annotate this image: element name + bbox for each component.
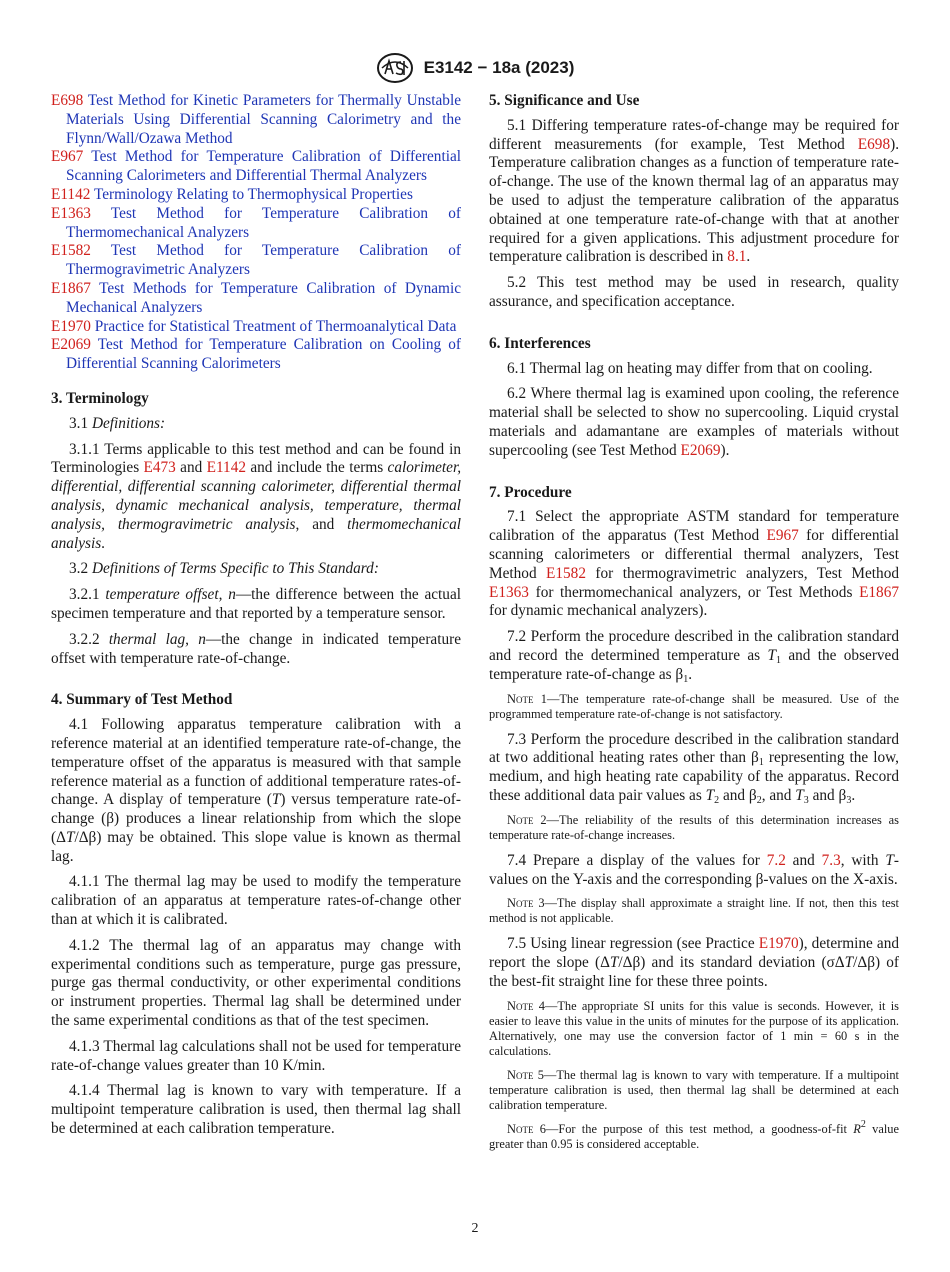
- note-1: Note 1—The temperature rate-of-change shall be measured. Use of the programmed temperature rate-of-change is not satisfactory.: [489, 691, 899, 721]
- reference-link[interactable]: E1970: [51, 317, 91, 335]
- reference-title[interactable]: Practice for Statistical Treatment of Thermoanalytical Data: [94, 317, 457, 335]
- left-column: [51, 92, 461, 1146]
- reference-title[interactable]: Test Method for Temperature Calibration of Thermogravimetric Analyzers: [66, 242, 461, 279]
- reference-link[interactable]: E1867: [51, 279, 91, 297]
- reference-item: [51, 205, 461, 243]
- reference-title[interactable]: Test Method for Kinetic Parameters for Thermally Unstable Materials Using Differential Scanning Calorimetry and the Flynn/Wall/Ozawa Method: [66, 92, 461, 147]
- note-3: Note 3—The display shall approximate a straight line. If not, then this test method is not applicable.: [489, 896, 899, 926]
- xref-link[interactable]: E473: [143, 459, 176, 477]
- paragraph-4-1-2: 4.1.2 The thermal lag of an apparatus may change with experimental conditions such as temperature, purge gas pressure, purge gas thermal conductivity, or other experimental conditions or instrument properties. Thermal lag shall be determined under the same experimental conditions as that of the test specimen.: [51, 936, 461, 1030]
- xref-link[interactable]: E2069: [680, 441, 721, 459]
- reference-item: [51, 280, 461, 318]
- section-3-heading: 3. Terminology: [51, 389, 149, 407]
- xref-link[interactable]: E1970: [758, 935, 799, 953]
- reference-link[interactable]: E967: [51, 148, 84, 166]
- reference-title[interactable]: Test Method for Temperature Calibration of Thermomechanical Analyzers: [66, 204, 461, 241]
- xref-link[interactable]: E1142: [206, 459, 246, 477]
- note-2: Note 2—The reliability of the results of this determination increases as temperature rate-of-change increases.: [489, 812, 899, 842]
- reference-title[interactable]: Test Method for Temperature Calibration on Cooling of Differential Scanning Calorimeters: [66, 336, 461, 373]
- paragraph-4-1-1: 4.1.1 The thermal lag may be used to modify the temperature calibration of an apparatus at temperature rates-of-change other than at which it is calibrated.: [51, 873, 461, 929]
- xref-link[interactable]: E1582: [546, 564, 586, 582]
- document-designation: E3142 − 18a (2023): [423, 58, 575, 77]
- note-5: Note 5—The thermal lag is known to vary with temperature. If a multipoint temperature calibration is used, then thermal lag shall be determined at each calibration temperature.: [489, 1067, 899, 1112]
- paragraph-7-4: 7.4 Prepare a display of the values for 7.2 and 7.3, with T-values on the Y-axis and the corresponding β-values on the X-axis.: [489, 851, 900, 888]
- reference-title[interactable]: Test Method for Temperature Calibration of Differential Scanning Calorimeters and Differential Thermal Analyzers: [66, 148, 461, 185]
- paragraph-3-2: 3.2 Definitions of Terms Specific to This Standard:: [69, 560, 379, 578]
- reference-link[interactable]: E1363: [51, 204, 91, 222]
- paragraph-6-1: 6.1 Thermal lag on heating may differ from that on cooling.: [507, 359, 873, 377]
- reference-link[interactable]: E1142: [51, 185, 91, 203]
- paragraph-6-2: 6.2 Where thermal lag is examined upon cooling, the reference material shall be selected to show no supercooling. Liquid crystal materials and adamantane are examples of materials without supercooling (see Test Method E2069).: [489, 385, 899, 459]
- paragraph-7-2: 7.2 Perform the procedure described in the calibration standard and record the determined temperature as $T_1$ and the observed temperature rate-of-change as $\beta_1$.: [489, 628, 899, 685]
- page-number: 2: [471, 1221, 479, 1236]
- paragraph-7-5: 7.5 Using linear regression (see Practice E1970), determine and report the slope (ΔT/Δβ) and its standard deviation (σΔT/Δβ) of the best-fit straight line for these three points.: [489, 935, 900, 990]
- paragraph-4-1: 4.1 Following apparatus temperature calibration with a reference material at an identified temperature rate-of-change, the temperature offset of the apparatus is measured with that sample reference material as a function of additional temperature rates-of-change. A display of temperature (T) versus temperature rate-of-change (β) produces a linear relationship from which the slope (ΔT/Δβ) may be obtained. This slope value is known as thermal lag.: [51, 716, 461, 865]
- section-7-heading: 7. Procedure: [489, 483, 572, 501]
- paragraph-5-2: 5.2 This test method may be used in research, quality assurance, and specification acceptance.: [489, 274, 899, 310]
- reference-item: [51, 92, 461, 148]
- reference-title[interactable]: Test Methods for Temperature Calibration of Dynamic Mechanical Analyzers: [66, 279, 461, 316]
- reference-link[interactable]: E1582: [51, 242, 91, 260]
- note-6: Note 6—For the purpose of this test method, a goodness-of-fit $R^2$ value greater than 0.95 is considered acceptable.: [489, 1118, 899, 1151]
- xref-link[interactable]: E698: [857, 135, 891, 153]
- reference-title[interactable]: Terminology Relating to Thermophysical Properties: [93, 185, 413, 203]
- paragraph-5-1: 5.1 Differing temperature rates-of-change may be required for different measurements (for example, Test Method E698). Temperature calibration changes as a function of temperature rate-of-change. The use of the known thermal lag of an apparatus may be used to adjust the temperature calibration of the apparatus obtained at one temperature rate-of-change with that at another required for a given applications. This adjustment procedure for temperature calibration is described in 8.1.: [489, 116, 900, 266]
- reference-link[interactable]: E698: [51, 92, 84, 109]
- xref-link[interactable]: E967: [766, 527, 799, 545]
- paragraph-3-1: 3.1 Definitions:: [69, 414, 166, 432]
- reference-link[interactable]: E2069: [51, 336, 91, 354]
- paragraph-3-2-1: 3.2.1 temperature offset, n—the difference between the actual specimen temperature and that reported by a temperature sensor.: [51, 586, 461, 622]
- referenced-documents-list: [51, 92, 461, 374]
- reference-item: [51, 148, 461, 186]
- paragraph-3-1-1: 3.1.1 Terms applicable to this test method and can be found in Terminologies E473 and E1142 and include the terms calorimeter, differential, differential scanning calorimeter, differential thermal analysis, dynamic mechanical analysis, temperature, thermal analysis, thermogravimetric analysis, and thermomechanical analysis.: [51, 440, 462, 552]
- paragraph-3-2-2: 3.2.2 thermal lag, n—the change in indicated temperature offset with temperature rate-of-change.: [51, 630, 461, 667]
- section-4-heading: 4. Summary of Test Method: [51, 691, 233, 709]
- section-5-heading: 5. Significance and Use: [489, 92, 640, 109]
- note-4: Note 4—The appropriate SI units for this value is seconds. However, it is easier to leave this value in the units of minutes for the purpose of its application. Alternatively, one may use the conversion factor of 1 min = 60 s in the calculations.: [489, 998, 899, 1058]
- astm-logo-icon: [376, 52, 414, 84]
- paragraph-4-1-3: 4.1.3 Thermal lag calculations shall not be used for temperature rate-of-change values greater than 10 K/min.: [51, 1037, 461, 1074]
- reference-item: [51, 318, 461, 337]
- paragraph-7-3: 7.3 Perform the procedure described in the calibration standard at two additional heating rates other than $\beta_1$ representing the low, medium, and high heating rate capability of the apparatus. Record these additional data pair values as $T_2$ and $\beta_2$, and $T_3$ and $\beta_3$.: [489, 730, 899, 806]
- right-column: [489, 92, 899, 1161]
- xref-link[interactable]: 7.3: [821, 851, 841, 869]
- section-6-heading: 6. Interferences: [489, 334, 591, 352]
- xref-link[interactable]: 7.2: [766, 851, 786, 869]
- reference-item: [51, 186, 461, 205]
- page-header: [0, 52, 950, 84]
- xref-link[interactable]: E1363: [489, 583, 529, 601]
- paragraph-7-1: 7.1 Select the appropriate ASTM standard for temperature calibration of the apparatus (Test Method E967 for differential scanning calorimeters or differential thermal analyzers, Test Method E1582 for thermogravimetric analyzers, Test Method E1363 for thermomechanical analyzers, or Test Methods E1867 for dynamic mechanical analyzers).: [489, 508, 900, 620]
- reference-item: [51, 242, 461, 280]
- xref-link[interactable]: 8.1: [727, 248, 747, 266]
- xref-link[interactable]: E1867: [859, 583, 900, 601]
- reference-item: [51, 336, 461, 374]
- paragraph-4-1-4: 4.1.4 Thermal lag is known to vary with temperature. If a multipoint temperature calibration is used, then thermal lag shall be determined at each calibration temperature.: [51, 1082, 461, 1138]
